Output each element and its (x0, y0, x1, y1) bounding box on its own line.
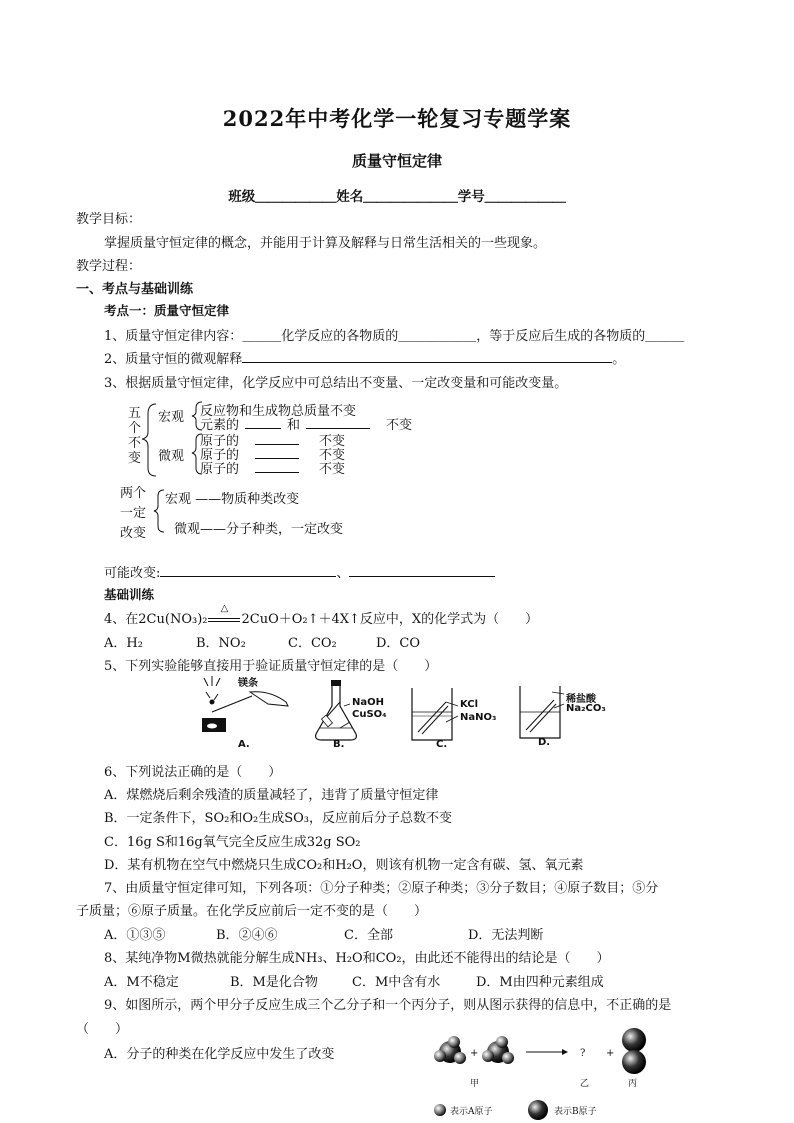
question-7-line-2: 子质量；⑥原子质量。在化学反应前后一定不变的是（ ） (76, 904, 428, 919)
label-kcl: KCl (460, 699, 479, 710)
answer-blank (255, 460, 299, 473)
unchanged-text: 不变 (319, 434, 346, 449)
answer-blank (245, 416, 281, 429)
micro-item-3 (200, 458, 345, 477)
answer-blank (160, 564, 336, 577)
macro-item-1: 反应物和生成物总质量不变 (200, 404, 357, 419)
label-bing: 丙 (628, 1079, 638, 1089)
micro-item-text: 原子的 (200, 434, 240, 449)
molecule-jia-2 (482, 1036, 514, 1064)
point-heading: 考点一：质量守恒定律 (104, 303, 230, 318)
process-heading: 教学过程： (76, 259, 142, 274)
goal-text: 掌握质量守恒定律的概念，并能用于计算及解释与日常生活相关的一些现象。 (104, 236, 547, 251)
question-8-options (104, 971, 604, 990)
page-subtitle: 质量守恒定律 (351, 152, 442, 170)
option-d: D．M由四种元素组成 (476, 975, 604, 990)
option-a: A．H₂ (104, 636, 143, 651)
question-7-options (104, 924, 543, 943)
option-b: B．NO₂ (196, 636, 246, 651)
legend-a-text: 表示A原子 (450, 1107, 493, 1117)
question-8: 8、某纯净物M微热就能分解生成NH₃、H₂O和CO₂，由此还不能得出的结论是（ ） (104, 951, 610, 966)
q9-option-a: A．分子的种类在化学反应中发生了改变 (104, 1047, 335, 1062)
molecule-reaction-figure (428, 1022, 688, 1122)
label-char: 个 (128, 421, 142, 436)
two-macro: 宏观 ——物质种类改变 (165, 492, 300, 507)
separator: 、 (336, 566, 350, 581)
possible-label: 可能改变: (104, 566, 161, 581)
label-hcl: 稀盐酸 (566, 694, 596, 705)
figure-letter-c: C. (436, 739, 448, 750)
unchanged-text: 不变 (319, 462, 346, 477)
label-char: 不 (128, 436, 142, 451)
q6-option-b: B．一定条件下，SO₂和O₂生成SO₃，反应前后分子总数不变 (104, 811, 452, 826)
unchanged-text: 不变 (319, 448, 346, 463)
answer-blank (306, 416, 370, 429)
option-d: D．CO (376, 636, 421, 651)
label-char: 变 (128, 451, 142, 466)
molecule-jia-1 (434, 1036, 466, 1064)
goal-heading: 教学目标： (76, 212, 142, 227)
option-d: D．无法判断 (468, 928, 544, 943)
option-b: B．M是化合物 (230, 975, 318, 990)
legend-b-atom (528, 1100, 548, 1120)
label-yi: 乙 (580, 1079, 590, 1089)
page-title: 2022年中考化学一轮复习专题学案 (222, 106, 572, 131)
figure-letter-d: D. (538, 737, 551, 748)
experiment-b-illustration (316, 680, 357, 740)
micro-item-text: 原子的 (200, 462, 240, 477)
equal-sign (208, 618, 240, 622)
macro-label: 宏观 (158, 410, 185, 425)
micro-label: 微观 (158, 449, 185, 464)
question-7-line-1: 7、由质量守恒定律可知，下列各项：①分子种类；②原子种类；③分子数目；④原子数目；⑤分 (104, 881, 659, 896)
experiment-d-illustration (520, 686, 564, 738)
option-c: C．CO₂ (288, 636, 337, 651)
question-1: 1、质量守恒定律内容：＿＿＿化学反应的各物质的＿＿＿＿＿＿，等于反应后生成的各物质的＿＿＿ (104, 329, 685, 344)
basic-training-heading: 基础训练 (104, 587, 155, 602)
q6-option-d: D．某有机物在空气中燃烧只生成CO₂和H₂O，则该有机物一定含有碳、氢、氧元素 (104, 858, 584, 873)
question-2-end: 。 (612, 352, 626, 367)
label-magnesium: 镁条 (238, 678, 258, 689)
label-char: 五 (128, 406, 142, 421)
experiment-c-illustration (412, 688, 458, 740)
brace-line (152, 486, 166, 536)
option-c: C．全部 (344, 928, 393, 943)
answer-blank (349, 564, 495, 577)
delta-symbol: △ (220, 603, 229, 614)
legend-a-atom (434, 1104, 446, 1116)
heat-condition (207, 603, 241, 627)
question-2 (104, 348, 625, 367)
macro-item-and: 和 (287, 418, 301, 433)
label-text: 改变 (120, 526, 147, 541)
q6-option-a: A．煤燃烧后剩余残渣的质量减轻了，违背了质量守恒定律 (104, 788, 439, 803)
student-info-line: 班级＿＿＿＿＿＿姓名＿＿＿＿＿＿＿学号＿＿＿＿＿＿ (228, 189, 566, 205)
unknown-product: ? (580, 1048, 586, 1059)
label-jia: 甲 (470, 1079, 480, 1089)
molecule-bing (622, 1028, 646, 1074)
option-a: A．①③⑤ (104, 928, 166, 943)
option-b: B．②④⑥ (216, 928, 278, 943)
macro-item-unchanged: 不变 (386, 418, 413, 433)
micro-item-text: 原子的 (200, 448, 240, 463)
question-5: 5、下列实验能够直接用于验证质量守恒定律的是（ ） (104, 659, 438, 674)
plus-sign: + (470, 1048, 479, 1059)
plus-sign: + (606, 1048, 615, 1059)
two-label (120, 484, 146, 544)
q6-option-c: C．16g S和16g氧气完全反应生成32g SO₂ (104, 835, 361, 850)
q4-reactant: 2Cu(NO₃)₂ (138, 612, 208, 627)
question-9-line-2: （ ） (76, 1022, 129, 1037)
label-text: 一定 (120, 506, 147, 521)
question-4-options (104, 632, 420, 651)
option-c: C．M中含有水 (352, 975, 441, 990)
figure-letter-b: B. (333, 739, 345, 750)
question-9-line-1: 9、如图所示，两个甲分子反应生成三个乙分子和一个丙分子，则从图示获得的信息中，不正确的是 (104, 998, 672, 1013)
label-naoh: NaOH (352, 697, 384, 708)
section-heading: 一、考点与基础训练 (76, 282, 194, 297)
two-micro: 微观——分子种类，一定改变 (174, 522, 344, 537)
question-6: 6、下列说法正确的是（ ） (104, 765, 282, 780)
q4-text: 4、在 (104, 612, 139, 627)
option-a: A．M不稳定 (104, 975, 179, 990)
label-nano3: NaNO₃ (460, 712, 497, 723)
question-3: 3、根据质量守恒定律，化学反应中可总结出不变量、一定改变量和可能改变量。 (104, 376, 568, 391)
macro-item-text: 元素的 (200, 418, 240, 433)
label-na2co3: Na₂CO₃ (566, 703, 606, 714)
question-4 (104, 603, 539, 627)
possible-change-line (104, 562, 495, 581)
arrow-head (562, 1049, 568, 1055)
legend-b-text: 表示B原子 (554, 1107, 597, 1117)
answer-blank (242, 350, 612, 363)
figure-letter-a: A. (238, 739, 250, 750)
q4-products: 2CuO＋O₂↑＋4X↑反应中，X的化学式为（ ） (241, 612, 539, 627)
label-cuso4: CuSO₄ (352, 709, 387, 720)
label-text: 两个 (120, 486, 147, 501)
question-2-text: 2、质量守恒的微观解释 (104, 352, 243, 367)
